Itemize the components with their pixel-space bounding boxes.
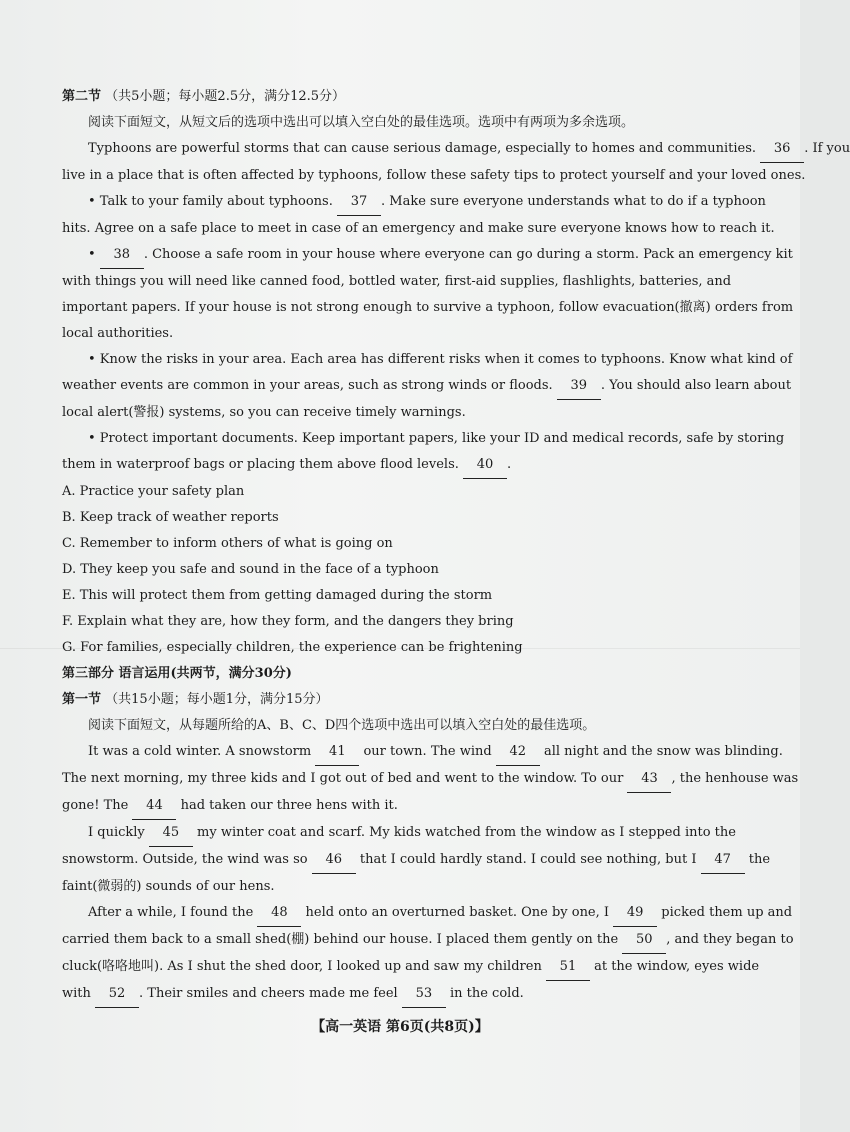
option-a[interactable]: A. Practice your safety plan xyxy=(62,484,245,499)
option-c[interactable]: C. Remember to inform others of what is going on xyxy=(62,536,393,551)
cloze-line: The next morning, my three kids and I got out of bed and went to the window. To our 43 , the henhouse was xyxy=(62,766,712,793)
passage-line: weather events are common in your areas, such as strong winds or floods. 39 . You should also learn about xyxy=(62,373,712,400)
blank-52[interactable]: 52 xyxy=(95,981,139,1008)
option-d[interactable]: D. They keep you safe and sound in the face of a typhoon xyxy=(62,562,439,577)
cloze-line: gone! The 44 had taken our three hens with it. xyxy=(62,793,712,820)
passage-line: important papers. If your house is not strong enough to survive a typhoon, follow evacuation(撤离) orders from xyxy=(62,300,794,315)
passage-line: with things you will need like canned food, bottled water, first-aid supplies, flashlights, batteries, and xyxy=(62,274,732,289)
section-two-heading: 第二节 （共5小题；每小题2.5分，满分12.5分） xyxy=(62,89,346,104)
blank-44[interactable]: 44 xyxy=(132,793,176,820)
option-g[interactable]: G. For families, especially children, the experience can be frightening xyxy=(62,640,523,655)
cloze-line: with 52 . Their smiles and cheers made me feel 53 in the cold. xyxy=(62,981,712,1008)
blank-47[interactable]: 47 xyxy=(701,847,745,874)
section-one-heading: 第一节 （共15小题；每小题1分，满分15分） xyxy=(62,692,329,707)
blank-38[interactable]: 38 xyxy=(100,242,144,269)
passage-line: hits. Agree on a safe place to meet in case of an emergency and make sure everyone knows how to reach it. xyxy=(62,221,775,236)
cloze-line: cluck(咯咯地叫). As I shut the shed door, I looked up and saw my children 51 at the window, eyes wide xyxy=(62,954,712,981)
blank-43[interactable]: 43 xyxy=(627,766,671,793)
section-one-instruction: 阅读下面短文，从每题所给的A、B、C、D四个选项中选出可以填入空白处的最佳选项。 xyxy=(88,718,596,733)
section-two xyxy=(62,84,850,1008)
passage-line: local authorities. xyxy=(62,326,174,341)
blank-53[interactable]: 53 xyxy=(402,981,446,1008)
blank-45[interactable]: 45 xyxy=(149,820,193,847)
cloze-line: snowstorm. Outside, the wind was so 46 that I could hardly stand. I could see nothing, but I 47 the xyxy=(62,847,712,874)
passage-line: them in waterproof bags or placing them above flood levels. 40 . xyxy=(62,452,712,479)
cloze-line: faint(微弱的) sounds of our hens. xyxy=(62,879,275,894)
blank-51[interactable]: 51 xyxy=(546,954,590,981)
passage-line: • Talk to your family about typhoons. 37 . Make sure everyone understands what to do if a typhoon xyxy=(62,189,712,216)
blank-37[interactable]: 37 xyxy=(337,189,381,216)
blank-36[interactable]: 36 xyxy=(760,136,804,163)
option-e[interactable]: E. This will protect them from getting damaged during the storm xyxy=(62,588,493,603)
cloze-line: After a while, I found the 48 held onto an overturned basket. One by one, I 49 picked them up and xyxy=(62,900,712,927)
blank-46[interactable]: 46 xyxy=(312,847,356,874)
blank-48[interactable]: 48 xyxy=(257,900,301,927)
part-three-heading: 第三部分 语言运用(共两节，满分30分) xyxy=(62,666,292,681)
blank-41[interactable]: 41 xyxy=(315,739,359,766)
blank-49[interactable]: 49 xyxy=(613,900,657,927)
blank-39[interactable]: 39 xyxy=(557,373,601,400)
passage-line: Typhoons are powerful storms that can cause serious damage, especially to homes and communities. 36 . If you xyxy=(62,136,712,163)
cloze-line: I quickly 45 my winter coat and scarf. My kids watched from the window as I stepped into the xyxy=(62,820,712,847)
cloze-line: carried them back to a small shed(棚) behind our house. I placed them gently on the 50 , and they began to xyxy=(62,927,712,954)
cloze-line: It was a cold winter. A snowstorm 41 our town. The wind 42 all night and the snow was blinding. xyxy=(62,739,712,766)
passage-line: • Know the risks in your area. Each area has different risks when it comes to typhoons. Know what kind of xyxy=(88,352,793,367)
option-f[interactable]: F. Explain what they are, how they form, and the dangers they bring xyxy=(62,614,514,629)
blank-40[interactable]: 40 xyxy=(463,452,507,479)
passage-line: • Protect important documents. Keep important papers, like your ID and medical records, safe by storing xyxy=(88,431,785,446)
blank-50[interactable]: 50 xyxy=(622,927,666,954)
section-two-instruction: 阅读下面短文，从短文后的选项中选出可以填入空白处的最佳选项。选项中有两项为多余选项。 xyxy=(88,115,635,130)
passage-line: • 38 . Choose a safe room in your house where everyone can go during a storm. Pack an emergency kit xyxy=(62,242,712,269)
option-b[interactable]: B. Keep track of weather reports xyxy=(62,510,279,525)
page-footer: 【高一英语 第6页(共8页)】 xyxy=(311,1019,489,1035)
passage-line: live in a place that is often affected by typhoons, follow these safety tips to protect yourself and your loved ones. xyxy=(62,168,806,183)
passage-line: local alert(警报) systems, so you can receive timely warnings. xyxy=(62,405,466,420)
blank-42[interactable]: 42 xyxy=(496,739,540,766)
